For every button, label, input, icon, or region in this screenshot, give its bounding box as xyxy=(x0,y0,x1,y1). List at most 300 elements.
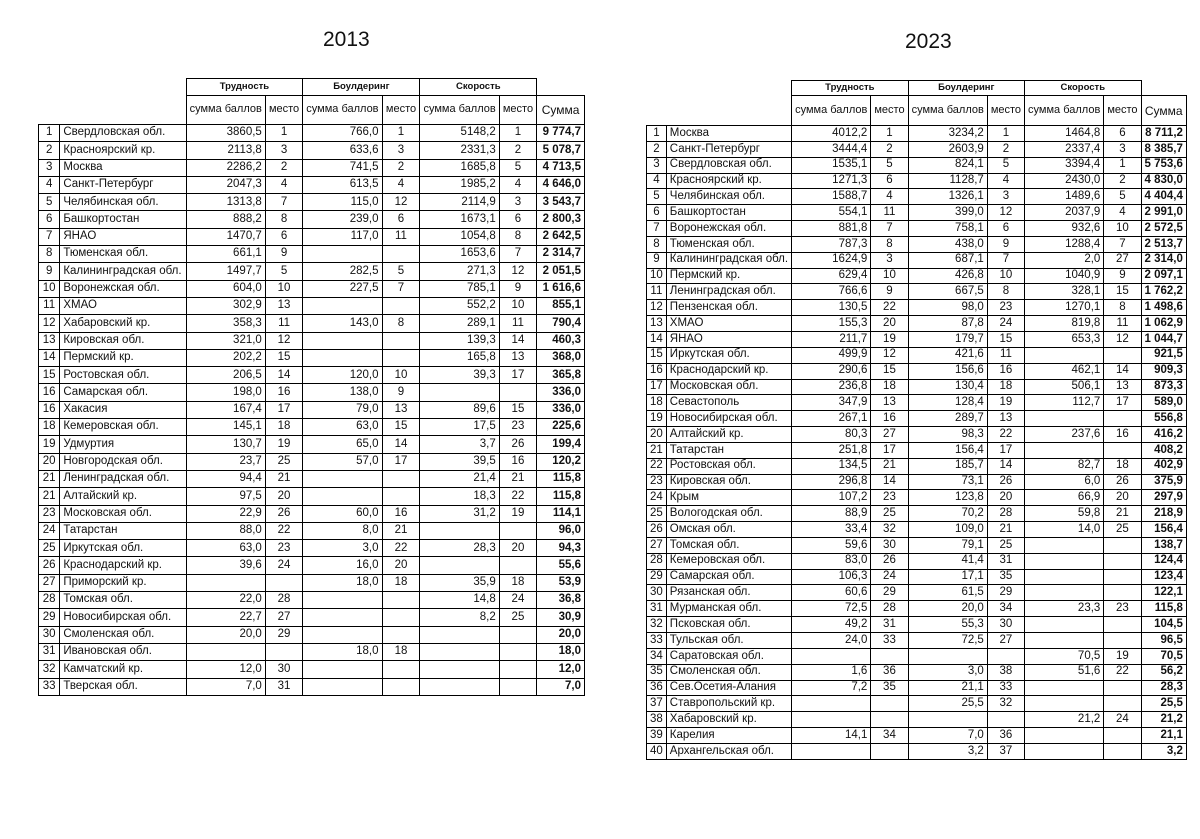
bouldering-place-cell: 12 xyxy=(987,205,1024,221)
table-row xyxy=(647,601,1187,617)
total-cell: 12,0 xyxy=(537,661,585,678)
difficulty-place-cell: 22 xyxy=(265,522,302,539)
speed-score-cell: 21,4 xyxy=(420,470,499,487)
speed-score-cell: 506,1 xyxy=(1025,379,1104,395)
rank-cell: 29 xyxy=(39,609,60,626)
speed-place-cell: 7 xyxy=(1104,236,1141,252)
difficulty-score-cell: 1271,3 xyxy=(792,173,871,189)
table-row xyxy=(647,696,1187,712)
bouldering-place-cell: 5 xyxy=(987,157,1024,173)
table-row xyxy=(39,436,585,453)
bouldering-place-cell: 1 xyxy=(987,126,1024,142)
difficulty-place-cell: 17 xyxy=(265,401,302,418)
difficulty-place-cell: 27 xyxy=(265,609,302,626)
bouldering-score-cell xyxy=(908,712,987,728)
bouldering-place-cell xyxy=(382,592,420,609)
bouldering-score-cell xyxy=(303,349,382,366)
difficulty-place-cell: 9 xyxy=(871,284,908,300)
bouldering-place-cell: 1 xyxy=(382,125,420,142)
total-cell: 408,2 xyxy=(1141,442,1186,458)
difficulty-score-cell: 39,6 xyxy=(186,557,265,574)
speed-score-cell: 289,1 xyxy=(420,315,499,332)
bouldering-place-cell: 22 xyxy=(987,427,1024,443)
rank-cell: 13 xyxy=(647,316,667,332)
table-row xyxy=(39,661,585,678)
bouldering-place-cell: 8 xyxy=(382,315,420,332)
rank-cell: 30 xyxy=(647,585,667,601)
rank-cell: 36 xyxy=(647,680,667,696)
speed-score-cell xyxy=(1025,743,1104,759)
bouldering-score-cell: 1128,7 xyxy=(908,173,987,189)
table-row xyxy=(647,664,1187,680)
total-cell: 921,5 xyxy=(1141,347,1186,363)
region-cell: Тюменская обл. xyxy=(60,246,186,263)
speed-place-cell: 13 xyxy=(1104,379,1141,395)
region-cell: Томская обл. xyxy=(666,537,791,553)
table-row xyxy=(647,458,1187,474)
bouldering-score-cell xyxy=(303,609,382,626)
region-cell: Ростовская обл. xyxy=(666,458,791,474)
total-cell: 5 753,6 xyxy=(1141,157,1186,173)
total-cell: 2 513,7 xyxy=(1141,236,1186,252)
speed-place-cell xyxy=(499,626,536,643)
bouldering-place-cell: 23 xyxy=(987,300,1024,316)
rank-cell: 4 xyxy=(647,173,667,189)
rank-cell: 15 xyxy=(39,367,60,384)
speed-score-cell: 1489,6 xyxy=(1025,189,1104,205)
table-row xyxy=(39,626,585,643)
total-cell: 1 762,2 xyxy=(1141,284,1186,300)
rank-cell: 14 xyxy=(647,331,667,347)
difficulty-place-cell: 27 xyxy=(871,427,908,443)
difficulty-score-cell xyxy=(792,696,871,712)
difficulty-score-cell: 236,8 xyxy=(792,379,871,395)
rank-cell: 30 xyxy=(39,626,60,643)
difficulty-place-cell: 7 xyxy=(871,221,908,237)
speed-score-cell: 21,2 xyxy=(1025,712,1104,728)
speed-place-cell: 12 xyxy=(499,263,536,280)
difficulty-score-cell: 7,2 xyxy=(792,680,871,696)
blank-header xyxy=(39,96,187,125)
difficulty-place-cell: 28 xyxy=(265,592,302,609)
speed-place-cell xyxy=(1104,537,1141,553)
bouldering-place-cell xyxy=(382,626,420,643)
region-cell: Кировская обл. xyxy=(666,474,791,490)
bouldering-score-cell: 16,0 xyxy=(303,557,382,574)
speed-score-cell: 2114,9 xyxy=(420,194,499,211)
difficulty-score-cell: 604,0 xyxy=(186,280,265,297)
rank-cell: 25 xyxy=(39,540,60,557)
speed-score-cell: 1464,8 xyxy=(1025,126,1104,142)
bouldering-place-cell: 30 xyxy=(987,617,1024,633)
speed-place-cell: 24 xyxy=(1104,712,1141,728)
score-sum-header: сумма баллов xyxy=(186,96,265,125)
rank-cell: 12 xyxy=(647,300,667,316)
rank-cell: 38 xyxy=(647,712,667,728)
difficulty-score-cell: 3444,4 xyxy=(792,141,871,157)
total-cell: 2 642,5 xyxy=(537,228,585,245)
score-sum-header: сумма баллов xyxy=(420,96,499,125)
rank-cell: 10 xyxy=(39,280,60,297)
rank-cell: 32 xyxy=(647,617,667,633)
rank-cell: 5 xyxy=(647,189,667,205)
rank-cell: 5 xyxy=(39,194,60,211)
difficulty-place-cell: 10 xyxy=(265,280,302,297)
total-cell: 115,8 xyxy=(1141,601,1186,617)
region-cell: Крым xyxy=(666,490,791,506)
speed-score-cell: 237,6 xyxy=(1025,427,1104,443)
region-cell: Иркутская обл. xyxy=(666,347,791,363)
bouldering-place-cell: 28 xyxy=(987,506,1024,522)
difficulty-score-cell xyxy=(186,574,265,591)
speed-score-cell: 112,7 xyxy=(1025,395,1104,411)
difficulty-score-cell: 130,7 xyxy=(186,436,265,453)
bouldering-place-cell: 2 xyxy=(382,159,420,176)
region-cell: Тюменская обл. xyxy=(666,236,791,252)
speed-score-cell: 1270,1 xyxy=(1025,300,1104,316)
difficulty-place-cell xyxy=(871,712,908,728)
region-cell: Пензенская обл. xyxy=(666,300,791,316)
total-cell: 53,9 xyxy=(537,574,585,591)
speed-place-cell: 25 xyxy=(1104,522,1141,538)
speed-place-cell: 9 xyxy=(1104,268,1141,284)
speed-score-cell xyxy=(1025,442,1104,458)
difficulty-place-cell: 19 xyxy=(871,331,908,347)
speed-score-cell: 139,3 xyxy=(420,332,499,349)
total-cell: 115,8 xyxy=(537,488,585,505)
speed-place-cell: 25 xyxy=(499,609,536,626)
difficulty-score-cell: 251,8 xyxy=(792,442,871,458)
rank-cell: 2 xyxy=(647,141,667,157)
bouldering-score-cell: 421,6 xyxy=(908,347,987,363)
region-cell: ХМАО xyxy=(666,316,791,332)
bouldering-place-cell: 11 xyxy=(382,228,420,245)
speed-place-cell: 4 xyxy=(499,176,536,193)
speed-place-cell: 6 xyxy=(499,211,536,228)
total-cell: 2 097,1 xyxy=(1141,268,1186,284)
speed-place-cell: 17 xyxy=(1104,395,1141,411)
bouldering-score-cell: 70,2 xyxy=(908,506,987,522)
bouldering-score-cell: 2603,9 xyxy=(908,141,987,157)
region-cell: Сев.Осетия-Алания xyxy=(666,680,791,696)
speed-place-cell: 23 xyxy=(499,419,536,436)
speed-score-cell xyxy=(1025,728,1104,744)
speed-score-cell: 89,6 xyxy=(420,401,499,418)
region-cell: Санкт-Петербург xyxy=(60,176,186,193)
table-row xyxy=(647,442,1187,458)
speed-place-cell xyxy=(1104,617,1141,633)
bouldering-score-cell: 766,0 xyxy=(303,125,382,142)
difficulty-score-cell: 1,6 xyxy=(792,664,871,680)
rank-cell: 18 xyxy=(39,419,60,436)
region-cell: Вологодская обл. xyxy=(666,506,791,522)
speed-place-cell: 18 xyxy=(1104,458,1141,474)
results-table-2013 xyxy=(38,78,585,696)
speed-score-cell: 785,1 xyxy=(420,280,499,297)
score-sum-header: сумма баллов xyxy=(792,96,871,126)
total-cell: 556,8 xyxy=(1141,411,1186,427)
region-cell: Кировская обл. xyxy=(60,332,186,349)
rank-cell: 1 xyxy=(647,126,667,142)
speed-score-cell xyxy=(420,643,499,660)
total-cell: 1 062,9 xyxy=(1141,316,1186,332)
table-row xyxy=(39,505,585,522)
table-row xyxy=(647,411,1187,427)
speed-place-cell: 16 xyxy=(499,453,536,470)
score-sum-header: сумма баллов xyxy=(303,96,382,125)
speed-place-cell: 10 xyxy=(1104,221,1141,237)
speed-score-cell: 28,3 xyxy=(420,540,499,557)
bouldering-score-cell: 73,1 xyxy=(908,474,987,490)
region-cell: Калининградская обл. xyxy=(60,263,186,280)
speed-score-cell: 66,9 xyxy=(1025,490,1104,506)
region-cell: ЯНАО xyxy=(666,331,791,347)
bouldering-place-cell xyxy=(382,488,420,505)
rank-cell: 27 xyxy=(39,574,60,591)
bouldering-score-cell: 3234,2 xyxy=(908,126,987,142)
difficulty-place-cell: 6 xyxy=(871,173,908,189)
bouldering-score-cell: 123,8 xyxy=(908,490,987,506)
speed-score-cell: 165,8 xyxy=(420,349,499,366)
total-cell: 460,3 xyxy=(537,332,585,349)
bouldering-score-cell: 289,7 xyxy=(908,411,987,427)
bouldering-place-cell xyxy=(987,648,1024,664)
total-cell: 2 314,7 xyxy=(537,246,585,263)
bouldering-score-cell: 25,5 xyxy=(908,696,987,712)
rank-cell: 8 xyxy=(647,236,667,252)
rank-cell: 34 xyxy=(647,648,667,664)
bouldering-score-cell: 117,0 xyxy=(303,228,382,245)
speed-place-cell xyxy=(1104,347,1141,363)
speed-score-cell: 2331,3 xyxy=(420,142,499,159)
rank-cell: 16 xyxy=(39,401,60,418)
difficulty-score-cell: 7,0 xyxy=(186,678,265,695)
difficulty-place-cell: 31 xyxy=(871,617,908,633)
difficulty-place-cell: 15 xyxy=(871,363,908,379)
difficulty-score-cell: 358,3 xyxy=(186,315,265,332)
table-row xyxy=(39,297,585,314)
difficulty-place-cell: 11 xyxy=(265,315,302,332)
bouldering-score-cell: 138,0 xyxy=(303,384,382,401)
speed-score-cell xyxy=(1025,569,1104,585)
region-cell: Московская обл. xyxy=(60,505,186,522)
speed-score-cell xyxy=(1025,617,1104,633)
bouldering-place-cell: 6 xyxy=(382,211,420,228)
total-cell: 1 044,7 xyxy=(1141,331,1186,347)
total-cell: 3 543,7 xyxy=(537,194,585,211)
bouldering-score-cell xyxy=(303,488,382,505)
rank-cell: 33 xyxy=(39,678,60,695)
bouldering-place-cell: 18 xyxy=(382,643,420,660)
total-cell: 30,9 xyxy=(537,609,585,626)
difficulty-score-cell: 2047,3 xyxy=(186,176,265,193)
difficulty-place-cell: 21 xyxy=(265,470,302,487)
region-cell: Хабаровский кр. xyxy=(60,315,186,332)
bouldering-place-cell: 19 xyxy=(987,395,1024,411)
difficulty-place-cell: 36 xyxy=(871,664,908,680)
bouldering-score-cell xyxy=(303,246,382,263)
bouldering-score-cell: 156,4 xyxy=(908,442,987,458)
table-row xyxy=(647,157,1187,173)
region-cell: Воронежская обл. xyxy=(60,280,186,297)
bouldering-score-cell: 72,5 xyxy=(908,633,987,649)
bouldering-score-cell: 613,5 xyxy=(303,176,382,193)
difficulty-score-cell: 2113,8 xyxy=(186,142,265,159)
speed-score-cell xyxy=(420,557,499,574)
bouldering-score-cell xyxy=(303,592,382,609)
difficulty-score-cell xyxy=(792,712,871,728)
table-row xyxy=(647,569,1187,585)
bouldering-place-cell: 4 xyxy=(987,173,1024,189)
speed-place-cell xyxy=(499,678,536,695)
total-cell: 124,4 xyxy=(1141,553,1186,569)
difficulty-score-cell: 1470,7 xyxy=(186,228,265,245)
bouldering-score-cell: 63,0 xyxy=(303,419,382,436)
rank-cell: 31 xyxy=(39,643,60,660)
bouldering-place-cell: 10 xyxy=(987,268,1024,284)
speed-place-cell: 3 xyxy=(499,194,536,211)
bouldering-place-cell: 18 xyxy=(382,574,420,591)
speed-place-cell: 2 xyxy=(499,142,536,159)
rank-cell: 28 xyxy=(39,592,60,609)
speed-score-cell: 51,6 xyxy=(1025,664,1104,680)
rank-cell: 21 xyxy=(39,488,60,505)
difficulty-score-cell: 296,8 xyxy=(792,474,871,490)
table-row xyxy=(647,221,1187,237)
rank-cell: 31 xyxy=(647,601,667,617)
rank-cell: 6 xyxy=(647,205,667,221)
speed-place-cell: 5 xyxy=(1104,189,1141,205)
total-cell: 4 830,0 xyxy=(1141,173,1186,189)
difficulty-place-cell xyxy=(871,696,908,712)
rank-cell: 10 xyxy=(647,268,667,284)
bouldering-score-cell: 98,3 xyxy=(908,427,987,443)
blank-header xyxy=(647,96,792,126)
total-cell: 4 404,4 xyxy=(1141,189,1186,205)
difficulty-score-cell: 1535,1 xyxy=(792,157,871,173)
table-row xyxy=(39,419,585,436)
bouldering-score-cell: 87,8 xyxy=(908,316,987,332)
difficulty-place-cell: 18 xyxy=(871,379,908,395)
rank-cell: 16 xyxy=(647,363,667,379)
speed-header: Скорость xyxy=(420,79,537,96)
bouldering-place-cell: 18 xyxy=(987,379,1024,395)
bouldering-score-cell: 1326,1 xyxy=(908,189,987,205)
table-row xyxy=(647,617,1187,633)
region-cell: Краснодарский кр. xyxy=(666,363,791,379)
table-body-2023 xyxy=(647,126,1187,760)
rank-cell: 11 xyxy=(647,284,667,300)
rank-cell: 35 xyxy=(647,664,667,680)
speed-place-cell xyxy=(499,643,536,660)
difficulty-place-cell: 29 xyxy=(265,626,302,643)
table-row xyxy=(647,743,1187,759)
region-cell: Краснодарский кр. xyxy=(60,557,186,574)
table-row xyxy=(647,268,1187,284)
bouldering-score-cell: 3,2 xyxy=(908,743,987,759)
difficulty-place-cell: 1 xyxy=(265,125,302,142)
bouldering-place-cell xyxy=(987,712,1024,728)
difficulty-score-cell: 107,2 xyxy=(792,490,871,506)
total-cell: 365,8 xyxy=(537,367,585,384)
speed-score-cell xyxy=(1025,347,1104,363)
total-cell: 873,3 xyxy=(1141,379,1186,395)
difficulty-header: Трудность xyxy=(792,81,908,96)
speed-place-cell xyxy=(1104,569,1141,585)
difficulty-place-cell: 2 xyxy=(871,141,908,157)
bouldering-place-cell: 34 xyxy=(987,601,1024,617)
difficulty-score-cell: 766,6 xyxy=(792,284,871,300)
table-row xyxy=(647,316,1187,332)
difficulty-place-cell: 25 xyxy=(265,453,302,470)
bouldering-score-cell: 824,1 xyxy=(908,157,987,173)
bouldering-place-cell: 38 xyxy=(987,664,1024,680)
speed-place-cell: 22 xyxy=(499,488,536,505)
difficulty-score-cell: 206,5 xyxy=(186,367,265,384)
bouldering-place-cell: 15 xyxy=(382,419,420,436)
region-cell: Башкортостан xyxy=(666,205,791,221)
table-row xyxy=(647,506,1187,522)
total-cell: 225,6 xyxy=(537,419,585,436)
total-cell: 2 991,0 xyxy=(1141,205,1186,221)
bouldering-score-cell: 115,0 xyxy=(303,194,382,211)
region-cell: Ленинградская обл. xyxy=(60,470,186,487)
bouldering-place-cell: 25 xyxy=(987,537,1024,553)
rank-cell: 11 xyxy=(39,297,60,314)
difficulty-place-cell: 24 xyxy=(265,557,302,574)
difficulty-place-cell xyxy=(871,743,908,759)
bouldering-score-cell: 79,0 xyxy=(303,401,382,418)
speed-place-cell: 7 xyxy=(499,246,536,263)
bouldering-score-cell: 128,4 xyxy=(908,395,987,411)
difficulty-score-cell: 22,9 xyxy=(186,505,265,522)
bouldering-place-cell: 8 xyxy=(987,284,1024,300)
speed-score-cell: 932,6 xyxy=(1025,221,1104,237)
rank-cell: 32 xyxy=(39,661,60,678)
table-row xyxy=(647,490,1187,506)
total-cell: 56,2 xyxy=(1141,664,1186,680)
region-cell: Московская обл. xyxy=(666,379,791,395)
difficulty-score-cell: 1313,8 xyxy=(186,194,265,211)
speed-score-cell xyxy=(1025,537,1104,553)
speed-score-cell: 1040,9 xyxy=(1025,268,1104,284)
speed-place-cell xyxy=(1104,553,1141,569)
difficulty-place-cell: 3 xyxy=(265,142,302,159)
speed-score-cell xyxy=(1025,633,1104,649)
bouldering-place-cell: 22 xyxy=(382,540,420,557)
bouldering-score-cell: 185,7 xyxy=(908,458,987,474)
score-sum-header: сумма баллов xyxy=(908,96,987,126)
total-cell: 336,0 xyxy=(537,384,585,401)
speed-score-cell: 3,7 xyxy=(420,436,499,453)
table-row xyxy=(39,678,585,695)
bouldering-score-cell xyxy=(303,678,382,695)
speed-place-cell: 26 xyxy=(1104,474,1141,490)
difficulty-score-cell: 1588,7 xyxy=(792,189,871,205)
total-cell: 96,5 xyxy=(1141,633,1186,649)
table-row xyxy=(647,537,1187,553)
difficulty-score-cell: 88,0 xyxy=(186,522,265,539)
difficulty-score-cell: 14,1 xyxy=(792,728,871,744)
total-cell: 156,4 xyxy=(1141,522,1186,538)
speed-place-cell: 16 xyxy=(1104,427,1141,443)
difficulty-place-cell: 31 xyxy=(265,678,302,695)
bouldering-place-cell: 2 xyxy=(987,141,1024,157)
region-cell: ЯНАО xyxy=(60,228,186,245)
bouldering-place-cell: 7 xyxy=(382,280,420,297)
rank-cell: 26 xyxy=(39,557,60,574)
bouldering-place-cell: 3 xyxy=(987,189,1024,205)
